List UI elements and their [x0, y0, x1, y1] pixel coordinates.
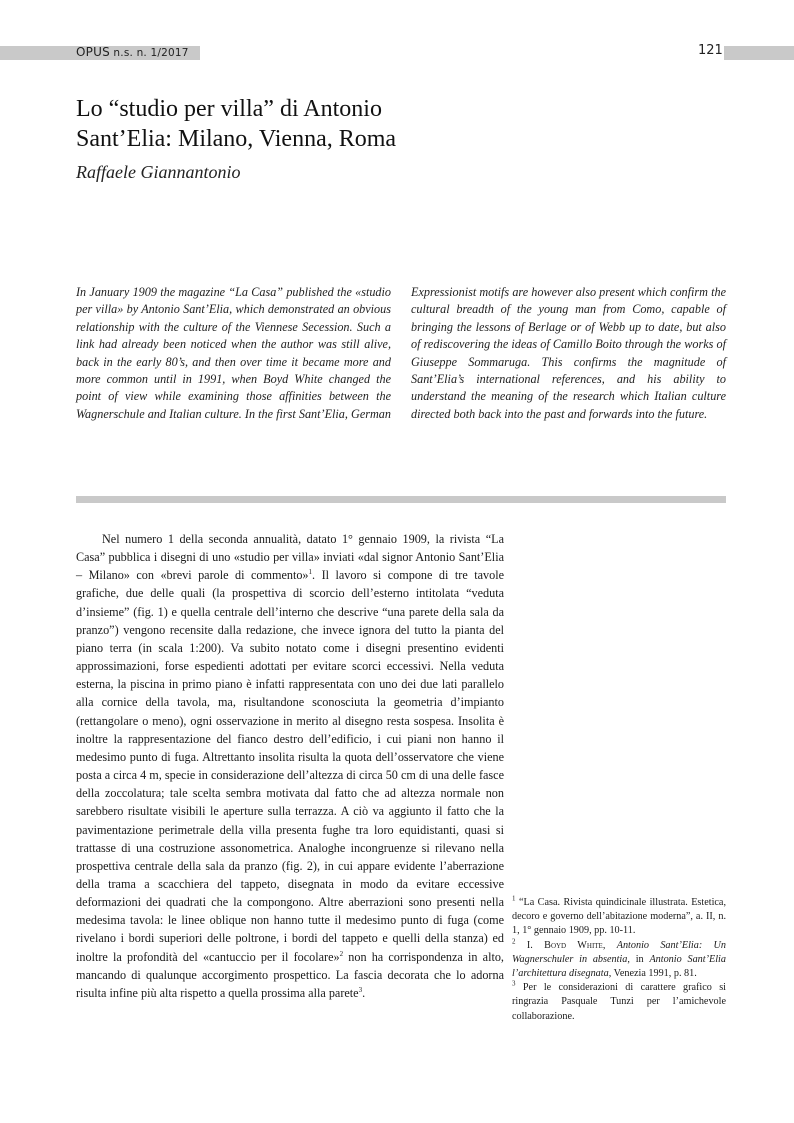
article-author: Raffaele Giannantonio [76, 162, 241, 182]
footnote-ref-2: 2 [339, 949, 344, 958]
journal-issue: n.s. n. 1/2017 [109, 47, 189, 59]
body-text-part-4: . [362, 985, 366, 1000]
running-head [76, 45, 189, 59]
page-number: 121 [698, 43, 723, 58]
article-title-line-1: Lo “studio per villa” di Antonio [76, 96, 382, 122]
footnote-1-text: “La Casa. Rivista quindicinale illustrata. Estetica, decoro e governo dell’abitazione moderna”, a. II, n. 1, 1° gennaio 1909, pp. 10-11. [512, 897, 727, 937]
article-title-line-2: Sant’Elia: Milano, Vienna, Roma [76, 126, 397, 152]
body-paragraph [76, 530, 504, 1002]
footnote-2-in: , in [627, 953, 650, 965]
footnote-2-title: Antonio Sant’Elia: Un Wagnerschuler in absentia [512, 939, 727, 965]
body-text-part-1: Nel numero 1 della seconda annualità, datato 1° gennaio 1909, la rivista “La Casa” pubblica i disegni di uno «studio per villa» inviati «dal signor Antonio Sant’Elia – Milano» con «brevi parole di commento» [76, 532, 504, 583]
footnote-3-text: Per le considerazioni di carattere grafico si ringrazia Pasquale Tunzi per l’amichevole collaborazione. [512, 982, 727, 1022]
footnote-2-separator: , [602, 939, 617, 951]
article-title [76, 94, 716, 154]
footnote-2-tail: , Venezia 1991, p. 81. [608, 968, 697, 980]
footnote-ref-1: 1 [308, 568, 313, 577]
footnote-2-author: I. Boyd White [526, 939, 603, 951]
abstract: In January 1909 the magazine “La Casa” published the «studio per villa» by Antonio Sant’Elia, which demonstrated an obvious relationship with the culture of the Viennese Secession. Such a link had already been noticed when the author was still alive, back in the early 80’s, and then over time it became more and more common until in 1991, when Boyd White changed the point of view while examining those affinities between the Wagnerschule and Italian culture. In the first Sant’Elia, German Expressionist motifs are however also present which confirm the cultural breadth of the young man from Como, capable of bringing the lessons of Berlage or of Webb up to date, but also of rediscovering the ideas of Camillo Boito through the works of Giuseppe Sommaruga. This confirms the magnitude of Sant’Elia’s international references, and his ability to understand the meaning of the research which Italian culture directed both back into the past and forwards into the future. [76, 285, 726, 421]
body-text-part-2: . Il lavoro si compone di tre tavole grafiche, due delle quali (la prospettiva di scorcio dell’esterno intitolata “veduta d’insieme” (fig. 1) e quella centrale dell’interno che descrive “una parete della sala da pranzo”) vengono recensite dalla redazione, che invece ignora del tutto la pianta del piano terra (in scala 1:200). Va subito notato come i disegni presentino evidenti approssimazioni, forse espedienti adottati per evitare scorci eccessivi. Nella veduta esterna, la piscina in primo piano è infatti rappresentata con uno dei due lati parallelo alla cornice della tavola, ma, risultandone sconosciuta la geometria d’impianto (rettangolare o meno), ogni osservazione in merito al disegno resta sospesa. Insolita è inoltre la rappresentazione del fianco destro dell’edificio, i cui piani non hanno il medesimo punto di fuga. Altrettanto insolita risulta la quota dell’osservatore che viene posta a circa 4 m, specie in considerazione dell’altezza di circa 50 cm di una delle fasce della zoccolatura; tale scelta sembra motivata dal fatto che ad altezza normale non sarebbero risultate visibili le aperture sulla terrazza. A ciò va aggiunto il fatto che la pavimentazione perimetrale della villa presenta fughe tra loro equidistanti, quasi si trattasse di una costruzione assonometrica. Analoghe incongruenze si rilevano nella prospettiva centrale della sala da pranzo (fig. 2), in cui appare evidente l’aberrazione della trama a scacchiera del tappeto, disegnata in modo da evitare eccessive deformazioni dei quadrati che la compongono. Altre aberrazioni sono presenti nella medesima tavola: le linee oblique non hanno tutte il medesimo punto di fuga (come rivelano i bordi superiori delle poltrone, i bordi del tappeto e quelli della stanza) ed inoltre la profondità del «cantuccio per il focolare» [76, 568, 504, 964]
footnote-1-mark: 1 [512, 894, 516, 903]
body-text-part-3: non ha corrispondenza in alto, mancando di qualunque accorgimento prospettico. La fascia decorata che lo adorna risulta infine più alta rispetto a quella prossima alla parete [76, 949, 504, 1000]
section-divider [76, 496, 726, 503]
footnotes [512, 896, 726, 1024]
footnote-2 [512, 939, 726, 982]
footnote-2-book: Antonio Sant’Elia l’architettura disegnata [512, 953, 726, 980]
footnote-ref-3: 3 [358, 985, 363, 994]
footnote-1 [512, 896, 726, 939]
footnote-3-mark: 3 [512, 979, 516, 988]
journal-name: OPUS [76, 45, 110, 59]
footnote-2-mark: 2 [512, 937, 516, 946]
header-bar-right [724, 46, 794, 60]
footnote-3 [512, 981, 726, 1024]
